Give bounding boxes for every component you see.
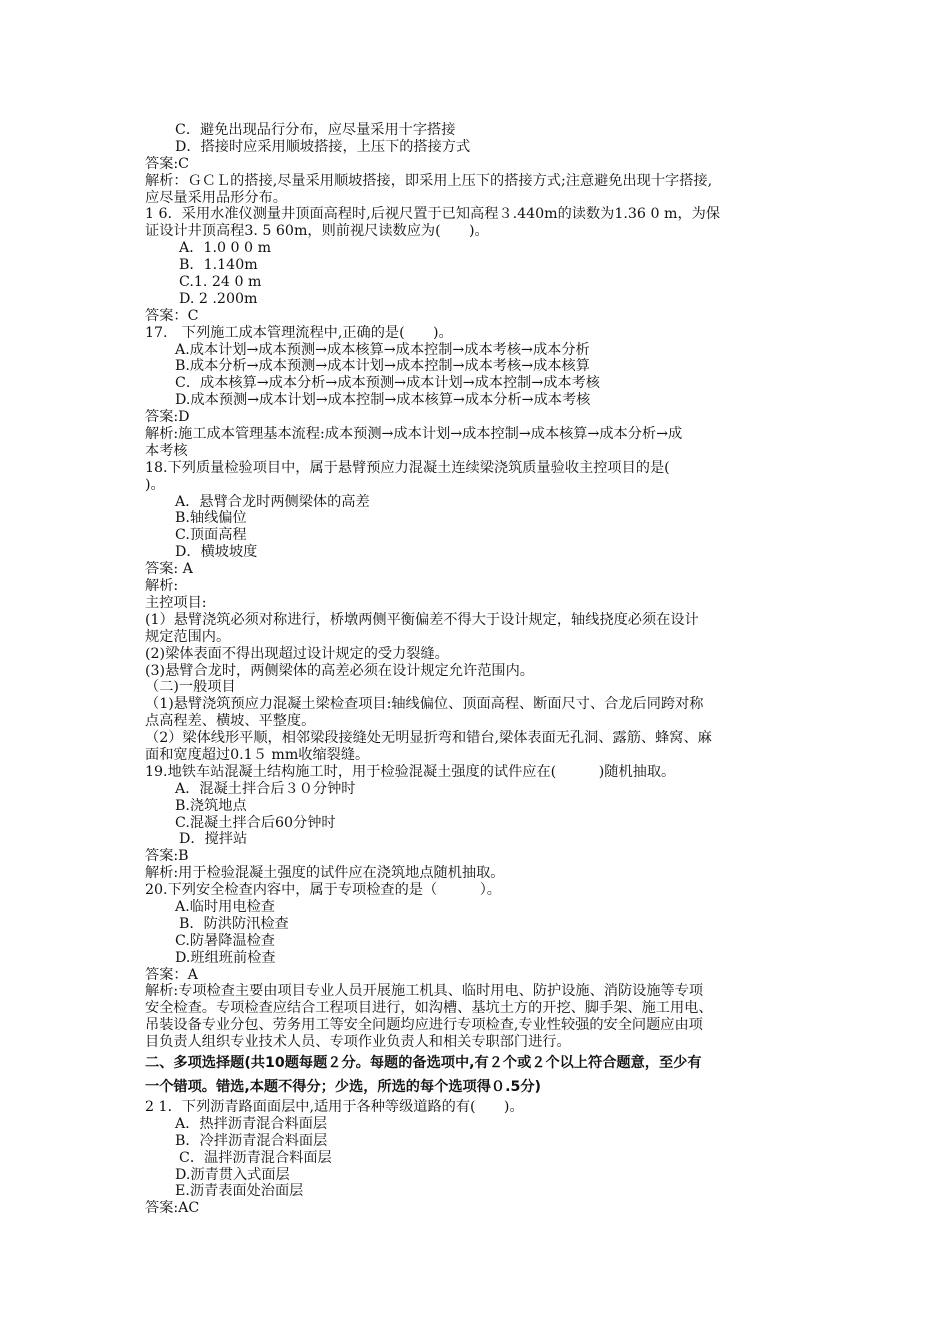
option-line: A.临时用电检查 <box>175 898 275 915</box>
option-line: C．避免出现品行分布，应尽量采用十字搭接 <box>175 122 456 138</box>
option-line: E.沥青表面处治面层 <box>175 1183 304 1200</box>
text-line: 解析:用于检验混凝土强度的试件应在浇筑地点随机抽取。 <box>145 865 505 882</box>
option-line: A．1.0 0 0 m <box>179 240 272 257</box>
text-line: 面和宽度超过0.1５ mm收缩裂缝。 <box>145 746 370 763</box>
option-line: D. 2 .200m <box>179 290 258 307</box>
text-line: 19.地铁车站混凝土结构施工时，用于检验混凝土强度的试件应在( )随机抽取。 <box>145 763 676 780</box>
text-line: (2)梁体表面不得出现超过设计规定的受力裂缝。 <box>145 645 449 662</box>
text-line: 解析:施工成本管理基本流程:成本预测→成本计划→成本控制→成本核算→成本分析→成 <box>145 426 683 443</box>
text-line: 答案:C <box>145 155 190 172</box>
text-line: （2）梁体线形平顺，相邻梁段接缝处无明显折弯和错台,梁体表面无孔洞、露筋、蜂窝、麻 <box>145 730 712 747</box>
text-line: 20.下列安全检查内容中，属于专项检查的是（ ）。 <box>145 882 501 899</box>
text-line: 解析：ＧＣＬ的搭接,尽量采用顺坡搭接，即采用上压下的搭接方式;注意避免出现十字搭接, <box>145 172 713 189</box>
text-line: )。 <box>145 476 165 493</box>
text-line: （1)悬臂浇筑预应力混凝土梁检查项目:轴线偏位、顶面高程、断面尺寸、合龙后同跨对称 <box>145 696 704 713</box>
option-line: A．混凝土拌合后３０分钟时 <box>175 780 356 797</box>
option-line: A．悬臂合龙时两侧梁体的高差 <box>175 493 370 510</box>
option-line: B.成本分析→成本预测→成本计划→成本控制→成本考核→成本核算 <box>175 358 590 375</box>
option-line: C.顶面高程 <box>175 527 247 544</box>
option-line: C．成本核算→成本分析→成本预测→成本计划→成本控制→成本考核 <box>175 375 600 392</box>
text-line: (1）悬臂浇筑必须对称进行，桥墩两侧平衡偏差不得大于设计规定，轴线挠度必须在设计 <box>145 611 699 628</box>
option-line: B．冷拌沥青混合料面层 <box>175 1132 328 1149</box>
text-line: 安全检查。专项检查应结合工程项目进行，如沟槽、基坑土方的开挖、脚手架、施工用电、 <box>145 1000 713 1017</box>
text-line: 点高程差、横坡、平整度。 <box>145 713 316 730</box>
option-line: D．搭接时应采用顺坡搭接，上压下的搭接方式 <box>175 138 471 155</box>
text-line: 目负责人组织专业技术人员、专项作业负责人和相关专职部门进行。 <box>145 1034 571 1051</box>
section-heading-line: 二、多项选择题(共10题每题２分。每题的备选项中,有２个或２个以上符合题意，至少有 <box>145 1054 702 1071</box>
option-line: C.防暑降温检查 <box>175 932 275 949</box>
text-line: 答案:B <box>145 848 189 865</box>
document-page <box>145 122 825 1217</box>
option-line: A．热拌沥青混合料面层 <box>175 1115 328 1132</box>
text-line: 答案:D <box>145 409 190 426</box>
text-line: 主控项目: <box>145 594 207 611</box>
option-line: C．温拌沥青混合料面层 <box>179 1149 332 1166</box>
option-line: A.成本计划→成本预测→成本核算→成本控制→成本考核→成本分析 <box>175 341 590 358</box>
option-line: D.沥青贯入式面层 <box>175 1166 290 1183</box>
section-heading-line: 一个错项。错选,本题不得分；少选，所选的每个选项得０.5分) <box>145 1078 542 1095</box>
option-line: C.混凝土拌合后60分钟时 <box>175 814 336 831</box>
text-line: 解析: <box>145 578 179 595</box>
option-line: D．搅拌站 <box>179 831 248 848</box>
text-line: 规定范围内。 <box>145 628 231 645</box>
text-line: 本考核 <box>145 442 188 459</box>
text-line: 2 1．下列沥青路面面层中,适用于各种等级道路的有( )。 <box>145 1098 524 1115</box>
text-line: 应尽量采用品形分布。 <box>145 189 287 206</box>
text-line: 答案：C <box>145 307 199 324</box>
option-line: B.轴线偏位 <box>175 510 247 527</box>
text-line: 17. 下列施工成本管理流程中,正确的是( )。 <box>145 324 453 341</box>
text-line: （二)一般项目 <box>145 679 236 696</box>
text-line: 1 6．采用水准仪测量井顶面高程时,后视尺置于已知高程３.440m的读数为1.36 0 m，为保 <box>145 206 721 223</box>
text-line: 答案: A <box>145 561 193 578</box>
option-line: D．横坡坡度 <box>175 544 258 561</box>
text-line: 答案:AC <box>145 1200 200 1217</box>
text-line: 答案：A <box>145 966 198 983</box>
option-line: D.班组班前检查 <box>175 949 276 966</box>
text-line: 吊装设备专业分包、劳务用工等安全问题均应进行专项检查,专业性较强的安全问题应由项 <box>145 1017 703 1034</box>
option-line: B．防洪防汛检查 <box>179 915 289 932</box>
option-line: D.成本预测→成本计划→成本控制→成本核算→成本分析→成本考核 <box>175 392 591 409</box>
option-line: C.1. 24 0 m <box>179 274 262 291</box>
text-line: (3)悬臂合龙时，两侧梁体的高差必须在设计规定允许范围内。 <box>145 662 534 679</box>
option-line: B．1.140m <box>179 257 258 274</box>
text-line: 证设计井顶高程3. 5 60m，则前视尺读数应为( )。 <box>145 223 489 240</box>
text-line: 18.下列质量检验项目中，属于悬臂预应力混凝土连续梁浇筑质量验收主控项目的是( <box>145 459 670 476</box>
text-line: 解析:专项检查主要由项目专业人员开展施工机具、临时用电、防护设施、消防设施等专项 <box>145 983 704 1000</box>
option-line: B.浇筑地点 <box>175 797 247 814</box>
